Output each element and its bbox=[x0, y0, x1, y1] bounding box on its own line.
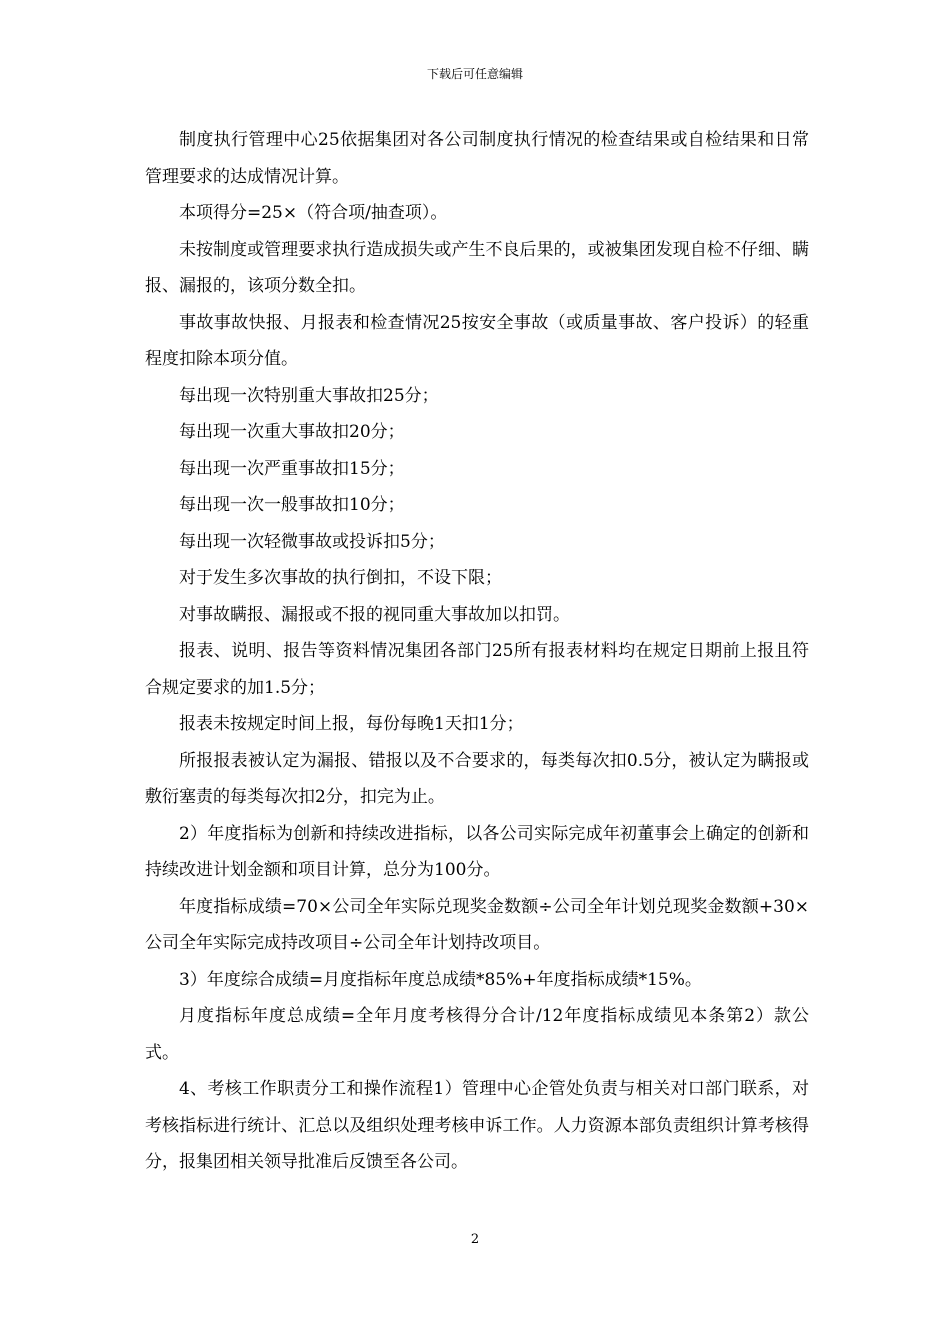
paragraph: 每出现一次特别重大事故扣25分； bbox=[179, 385, 439, 406]
page-header: 下载后可任意编辑 bbox=[426, 67, 523, 81]
paragraph: 每出现一次轻微事故或投诉扣5分； bbox=[179, 531, 445, 552]
paragraph: 4、考核工作职责分工和操作流程1）管理中心企管处负责与相关对口部门联系，对考核指标进行统计、汇总以及组织处理考核申诉工作。人力资源本部负责组织计算考核得分，报集团相关领导批准后反馈至各公司。 bbox=[145, 1079, 809, 1172]
paragraph: 制度执行管理中心25依据集团对各公司制度执行情况的检查结果或自检结果和日常管理要求的达成情况计算。 bbox=[145, 130, 809, 187]
paragraph: 本项得分=25×（符合项/抽查项）。 bbox=[179, 203, 448, 223]
page-number: 2 bbox=[470, 1232, 480, 1247]
paragraph: 报表、说明、报告等资料情况集团各部门25所有报表材料均在规定日期前上报且符合规定要求的加1.5分； bbox=[145, 641, 809, 698]
paragraph: 月度指标年度总成绩=全年月度考核得分合计/12年度指标成绩见本条第2）款公式。 bbox=[145, 1006, 809, 1063]
paragraph: 对于发生多次事故的执行倒扣，不设下限； bbox=[179, 568, 502, 588]
document-body bbox=[145, 122, 809, 1181]
paragraph: 对事故瞒报、漏报或不报的视同重大事故加以扣罚。 bbox=[179, 604, 570, 625]
paragraph: 事故事故快报、月报表和检查情况25按安全事故（或质量事故、客户投诉）的轻重程度扣除本项分值。 bbox=[145, 312, 809, 369]
paragraph: 年度指标成绩=70×公司全年实际兑现奖金数额÷公司全年计划兑现奖金数额+30×公司全年实际完成持改项目÷公司全年计划持改项目。 bbox=[145, 896, 809, 953]
paragraph: 未按制度或管理要求执行造成损失或产生不良后果的，或被集团发现自检不仔细、瞒报、漏报的，该项分数全扣。 bbox=[145, 239, 809, 296]
paragraph: 3）年度综合成绩=月度指标年度总成绩*85%+年度指标成绩*15%。 bbox=[179, 969, 702, 990]
paragraph: 报表未按规定时间上报，每份每晚1天扣1分； bbox=[179, 714, 524, 734]
paragraph: 所报报表被认定为漏报、错报以及不合要求的，每类每次扣0.5分，被认定为瞒报或敷衍塞责的每类每次扣2分，扣完为止。 bbox=[145, 750, 809, 807]
paragraph: 每出现一次重大事故扣20分； bbox=[179, 422, 405, 442]
paragraph: 每出现一次严重事故扣15分； bbox=[179, 458, 405, 479]
paragraph: 2）年度指标为创新和持续改进指标，以各公司实际完成年初董事会上确定的创新和持续改进计划金额和项目计算，总分为100分。 bbox=[145, 823, 809, 880]
paragraph: 每出现一次一般事故扣10分； bbox=[179, 495, 405, 515]
